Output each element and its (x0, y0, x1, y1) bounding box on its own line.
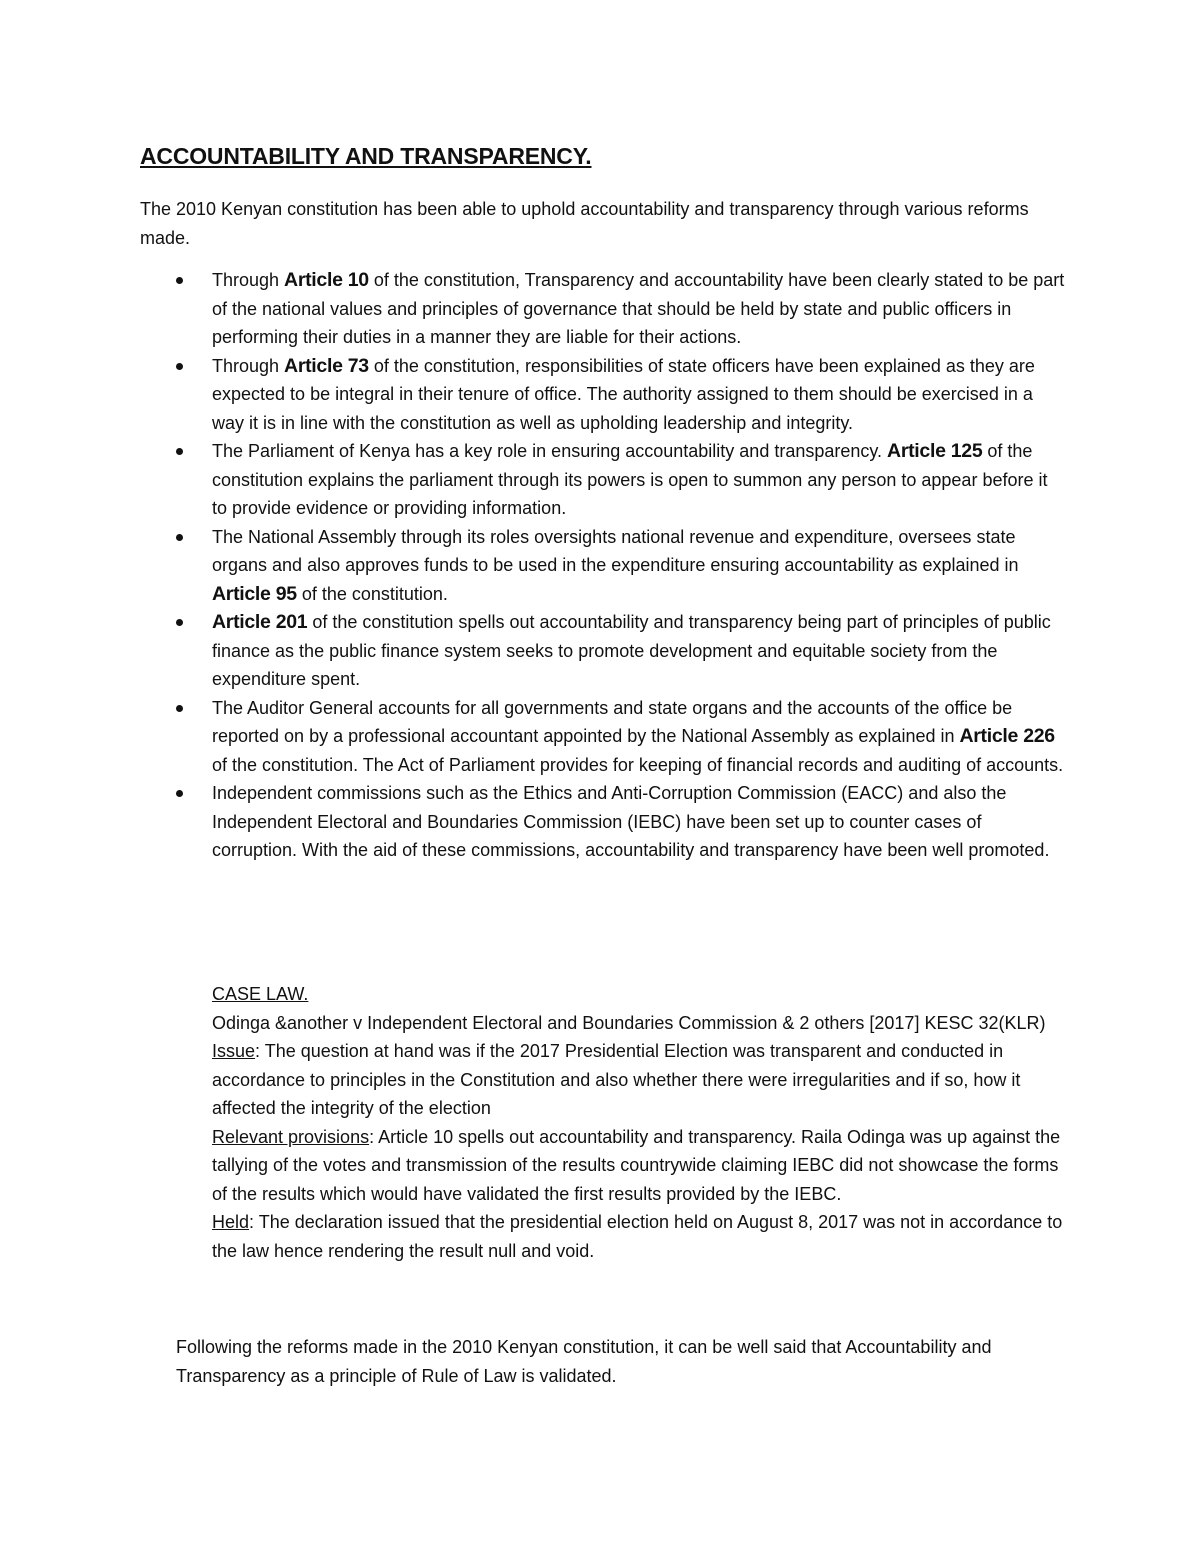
reforms-list (0, 266, 1200, 865)
article-reference: Article 125 (887, 440, 983, 462)
intro-paragraph: The 2010 Kenyan constitution has been able to uphold accountability and transparency through various reforms made. (140, 199, 1029, 248)
article-reference: Article 201 (212, 611, 308, 633)
case-law-heading: CASE LAW. (212, 984, 309, 1004)
list-item: Through Article 10 of the constitution, Transparency and accountability have been clearly stated to be part of the national values and principles of governance that should be held by state and public officers in performing their duties in a manner they are liable for their actions. (212, 266, 1067, 352)
case-issue: Issue: The question at hand was if the 2017 Presidential Election was transparent and conducted in accordance to principles in the Constitution and also whether there were irregularities and if so, how it affected the integrity of the election (212, 1041, 1021, 1118)
list-item: The Auditor General accounts for all governments and state organs and the accounts of the office be reported on by a professional accountant appointed by the National Assembly as explained in Article 226 of the constitution. The Act of Parliament provides for keeping of financial records and auditing of accounts. (212, 694, 1067, 780)
document-title: ACCOUNTABILITY AND TRANSPARENCY. (140, 143, 592, 169)
case-law-section (212, 980, 1067, 1265)
article-reference: Article 10 (284, 269, 369, 291)
case-citation: Odinga &another v Independent Electoral and Boundaries Commission & 2 others [2017] KESC 32(KLR) (212, 1012, 1046, 1033)
article-reference: Article 226 (959, 725, 1055, 747)
list-item: Through Article 73 of the constitution, responsibilities of state officers have been explained as they are expected to be integral in their tenure of office. The authority assigned to them should be exercised in a way it is in line with the constitution as well as upholding leadership and integrity. (212, 352, 1067, 438)
article-reference: Article 95 (212, 582, 297, 605)
case-held: Held: The declaration issued that the presidential election held on August 8, 2017 was not in accordance to the law hence rendering the result null and void. (212, 1212, 1063, 1261)
list-item: Independent commissions such as the Ethics and Anti-Corruption Commission (EACC) and also the Independent Electoral and Boundaries Commission (IEBC) have been set up to counter cases of corruption. With the aid of these commissions, accountability and transparency have been well promoted. (212, 779, 1067, 865)
bullet-icon (176, 619, 183, 626)
case-provisions: Relevant provisions: Article 10 spells out accountability and transparency. Raila Odinga was up against the tallying of the votes and transmission of the results countrywide claiming IEBC did not showcase the forms of the results which would have validated the first results provided by the IEBC. (212, 1126, 1061, 1204)
held-label: Held (212, 1212, 250, 1232)
bullet-icon (176, 705, 183, 712)
article-reference: Article 73 (284, 354, 369, 377)
bullet-icon (176, 363, 183, 370)
bullet-icon (176, 534, 183, 541)
bullet-icon (176, 448, 183, 455)
list-item: Article 201 of the constitution spells out accountability and transparency being part of principles of public finance as the public finance system seeks to promote development and equitable society from the expenditure spent. (212, 608, 1067, 694)
list-item: The Parliament of Kenya has a key role in ensuring accountability and transparency. Article 125 of the constitution explains the parliament through its powers is open to summon any person to appear before it to provide evidence or providing information. (212, 437, 1067, 523)
issue-label: Issue (212, 1041, 256, 1061)
conclusion-paragraph: Following the reforms made in the 2010 Kenyan constitution, it can be well said that Accountability and Transparency as a principle of Rule of Law is validated. (176, 1337, 992, 1386)
list-item: The National Assembly through its roles oversights national revenue and expenditure, oversees state organs and also approves funds to be used in the expenditure ensuring accountability as explained in Article 95 of the constitution. (212, 523, 1067, 609)
bullet-icon (176, 790, 183, 797)
bullet-icon (176, 277, 183, 284)
provisions-label: Relevant provisions (212, 1126, 370, 1147)
